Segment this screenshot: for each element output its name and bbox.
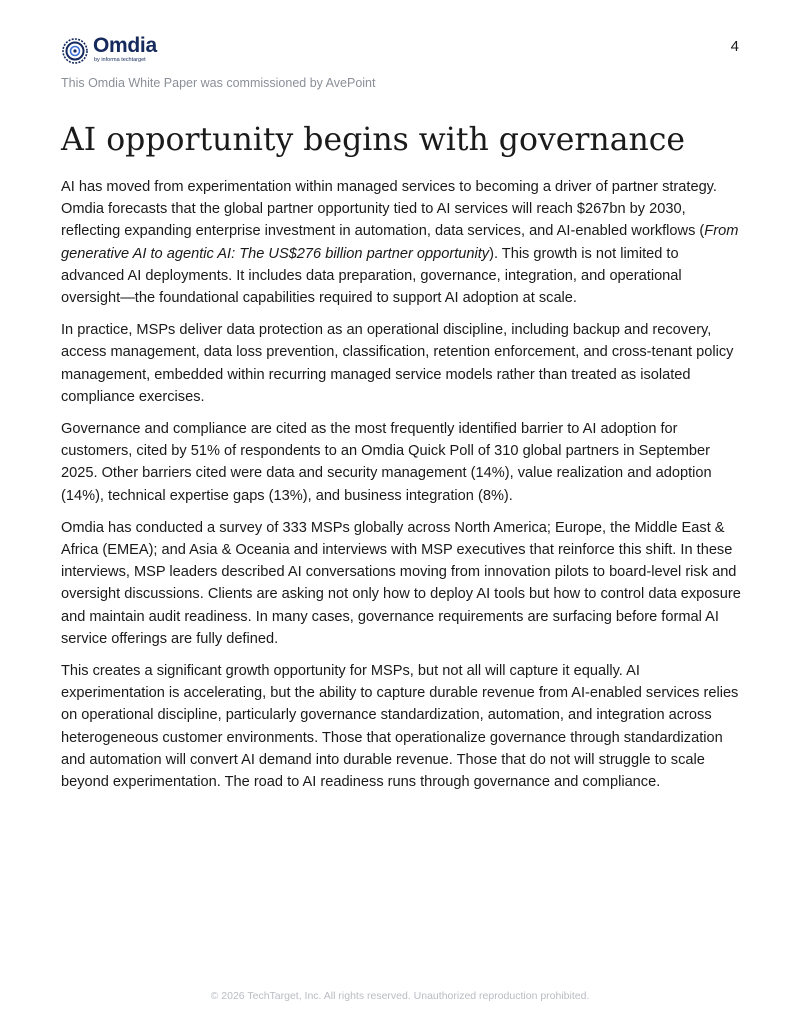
paragraph: In practice, MSPs deliver data protection as an operational discipline, including backup and recovery, access management, data loss prevention, classification, retention enforcement, and cross-tenant policy management, embedded within recurring managed service models rather than treated as isolated compliance exercises. bbox=[61, 322, 734, 405]
logo-subtext: by informa techtarget bbox=[94, 57, 146, 63]
omdia-logo bbox=[61, 36, 171, 66]
paragraph bbox=[61, 176, 741, 309]
paragraph-text: AI has moved from experimentation within managed services to becoming a driver of partner strategy. Omdia forecasts that the global partner opportunity tied to AI services will reach $267bn by 2030, reflecting expanding enterprise investment in automation, data services, and AI-enabled workflows ( bbox=[61, 179, 717, 240]
body-text bbox=[61, 176, 741, 803]
paragraph: Governance and compliance are cited as the most frequently identified barrier to AI adoption for customers, cited by 51% of respondents to an Omdia Quick Poll of 310 global partners in September 2025. Other barriers cited were data and security management (14%), value realization and adoption (14%), technical expertise gaps (13%), and business integration (8%). bbox=[61, 421, 712, 504]
section-title: AI opportunity begins with governance bbox=[61, 122, 686, 158]
commission-note: This Omdia White Paper was commissioned by AvePoint bbox=[61, 76, 376, 90]
report-title-citation: From generative AI to agentic AI: The US$276 billion partner opportunity bbox=[61, 223, 739, 262]
paragraph-text: ). This growth is not limited to advanced AI deployments. It includes data preparation, governance, integration, and operational oversight—the foundational capabilities required to support AI adoption at scale. bbox=[61, 245, 682, 307]
omdia-logo-icon bbox=[61, 37, 89, 65]
copyright-footer: © 2026 TechTarget, Inc. All rights reserved. Unauthorized reproduction prohibited. bbox=[210, 990, 590, 1002]
paragraph: Omdia has conducted a survey of 333 MSPs globally across North America; Europe, the Middle East & Africa (EMEA); and Asia & Oceania and interviews with MSP executives that reinforce this shift. In these interviews, MSP leaders described AI conversations moving from innovation pilots to board-level risk and oversight discussions. Clients are asking not only how to deploy AI tools but how to control data exposure and maintain audit readiness. In many cases, governance requirements are surfacing before formal AI service offerings are fully defined. bbox=[61, 519, 741, 647]
paragraph: This creates a significant growth opportunity for MSPs, but not all will capture it equally. AI experimentation is accelerating, but the ability to capture durable revenue from AI-enabled services relies on operational discipline, particularly governance standardization, automation, and integration across heterogeneous customer environments. Those that operationalize governance through standardization and automation will convert AI demand into durable revenue. Those that do not will struggle to scale beyond experimentation. The road to AI readiness runs through governance and compliance. bbox=[61, 663, 739, 791]
logo-wordmark: Omdia bbox=[93, 34, 157, 57]
page-number: 4 bbox=[730, 38, 739, 55]
